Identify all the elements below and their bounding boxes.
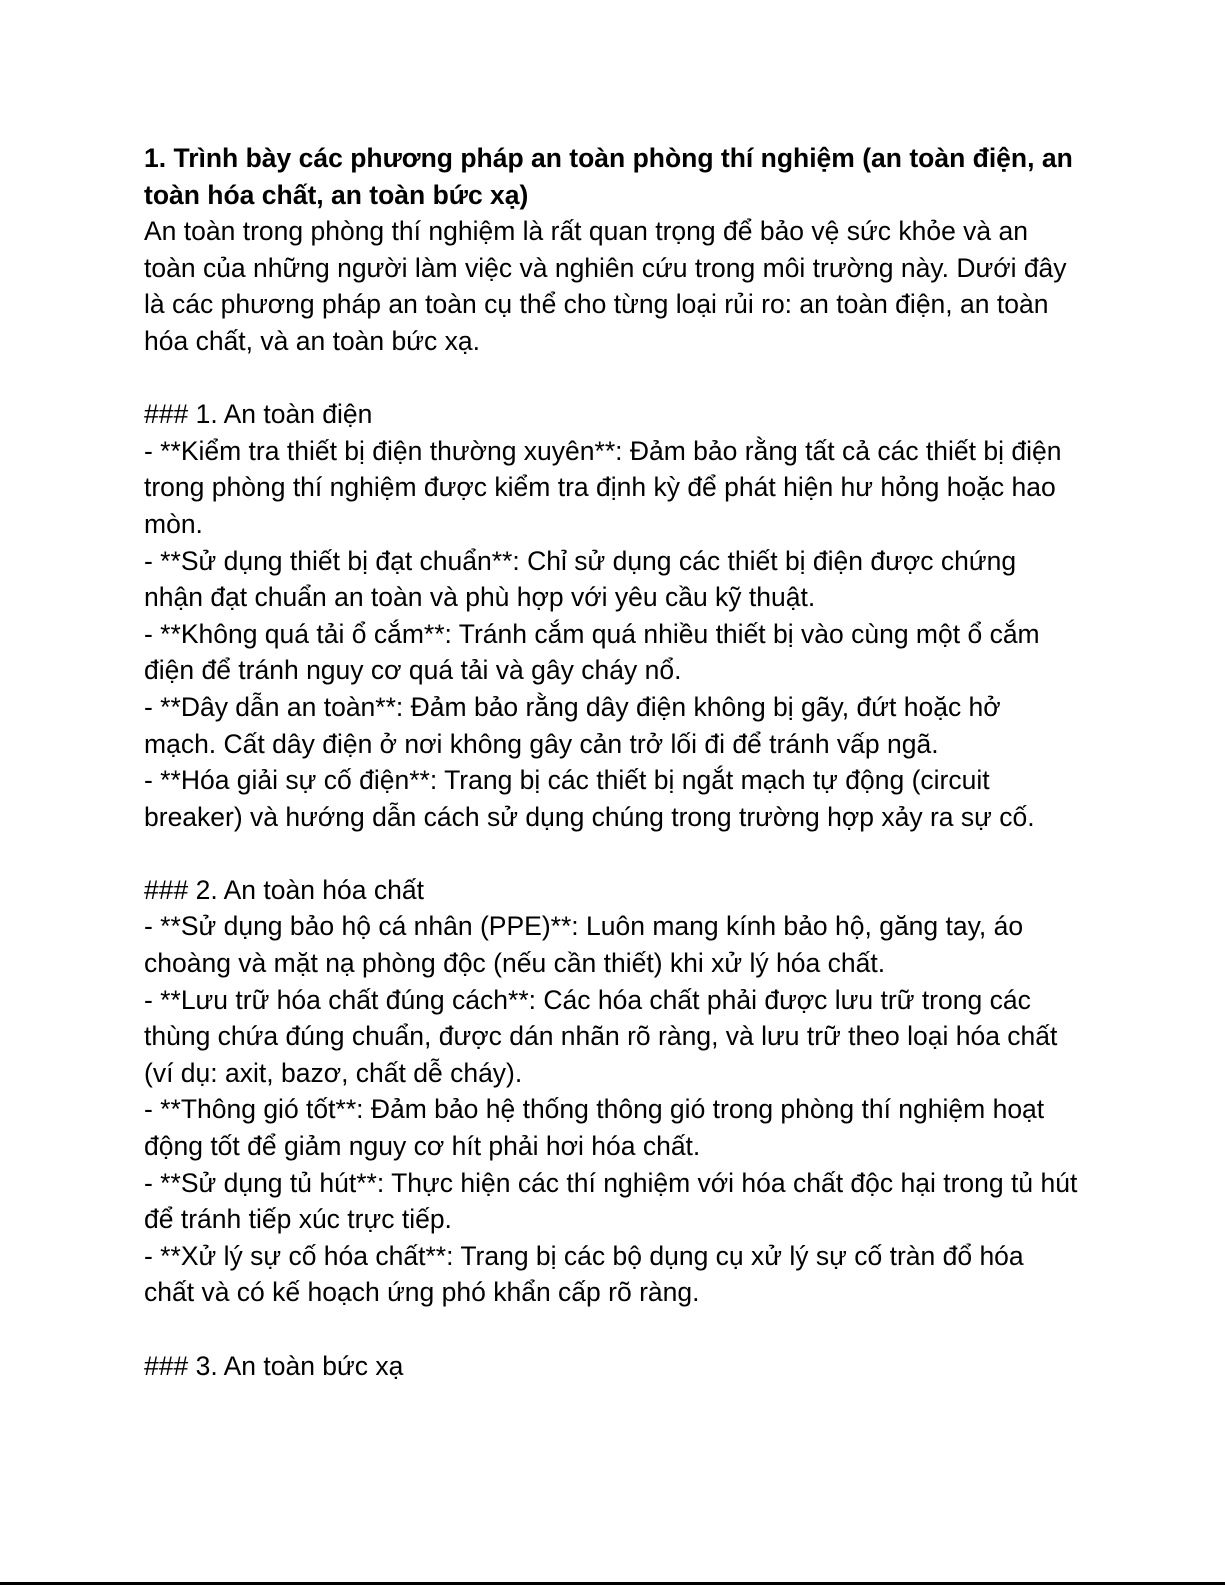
blank-line [144, 1311, 1079, 1348]
list-item: - **Hóa giải sự cố điện**: Trang bị các thiết bị ngắt mạch tự động (circuit breaker) và hướng dẫn cách sử dụng chúng trong trường hợp xảy ra sự cố. [144, 765, 1035, 832]
section-chemical-safety [144, 872, 1079, 1311]
list-item: - **Sử dụng bảo hộ cá nhân (PPE)**: Luôn mang kính bảo hộ, găng tay, áo choàng và mặt nạ phòng độc (nếu cần thiết) khi xử lý hóa chất. [144, 911, 1024, 979]
blank-line [144, 360, 1079, 397]
document-title: 1. Trình bày các phương pháp an toàn phòng thí nghiệm (an toàn điện, an toàn hóa chất, an toàn bức xạ) [144, 143, 1073, 210]
list-item: - **Không quá tải ổ cắm**: Tránh cắm quá nhiều thiết bị vào cùng một ổ cắm điện để tránh nguy cơ quá tải và gây cháy nổ. [144, 618, 1040, 686]
section-electrical-safety [144, 396, 1079, 835]
list-item: - **Lưu trữ hóa chất đúng cách**: Các hóa chất phải được lưu trữ trong các thùng chứa đúng chuẩn, được dán nhãn rõ ràng, và lưu trữ theo loại hóa chất (ví dụ: axit, bazơ, chất dễ cháy). [144, 984, 1058, 1088]
blank-line [144, 835, 1079, 872]
list-item: - **Dây dẫn an toàn**: Đảm bảo rằng dây điện không bị gãy, đứt hoặc hở mạch. Cất dây điện ở nơi không gây cản trở lối đi để tránh vấp ngã. [144, 691, 1001, 759]
list-item: - **Thông gió tốt**: Đảm bảo hệ thống thông gió trong phòng thí nghiệm hoạt động tốt để giảm nguy cơ hít phải hơi hóa chất. [144, 1094, 1045, 1162]
list-item: - **Sử dụng thiết bị đạt chuẩn**: Chỉ sử dụng các thiết bị điện được chứng nhận đạt chuẩn an toàn và phù hợp với yêu cầu kỹ thuật. [144, 545, 1017, 613]
section-heading: ### 2. An toàn hóa chất [144, 874, 424, 905]
list-item: - **Kiểm tra thiết bị điện thường xuyên**: Đảm bảo rằng tất cả các thiết bị điện trong phòng thí nghiệm được kiểm tra định kỳ để phát hiện hư hỏng hoặc hao mòn. [144, 435, 1062, 539]
section-heading: ### 1. An toàn điện [144, 399, 373, 430]
section-heading: ### 3. An toàn bức xạ [144, 1350, 404, 1381]
intro-paragraph: An toàn trong phòng thí nghiệm là rất quan trọng để bảo vệ sức khỏe và an toàn của những người làm việc và nghiên cứu trong môi trường này. Dưới đây là các phương pháp an toàn cụ thể cho từng loại rủi ro: an toàn điện, an toàn hóa chất, và an toàn bức xạ. [144, 216, 1067, 356]
list-item: - **Xử lý sự cố hóa chất**: Trang bị các bộ dụng cụ xử lý sự cố tràn đổ hóa chất và có kế hoạch ứng phó khẩn cấp rõ ràng. [144, 1240, 1024, 1308]
list-item: - **Sử dụng tủ hút**: Thực hiện các thí nghiệm với hóa chất độc hại trong tủ hút để tránh tiếp xúc trực tiếp. [144, 1167, 1078, 1235]
document-page [144, 140, 1079, 1384]
section-radiation-safety [144, 1348, 1079, 1385]
